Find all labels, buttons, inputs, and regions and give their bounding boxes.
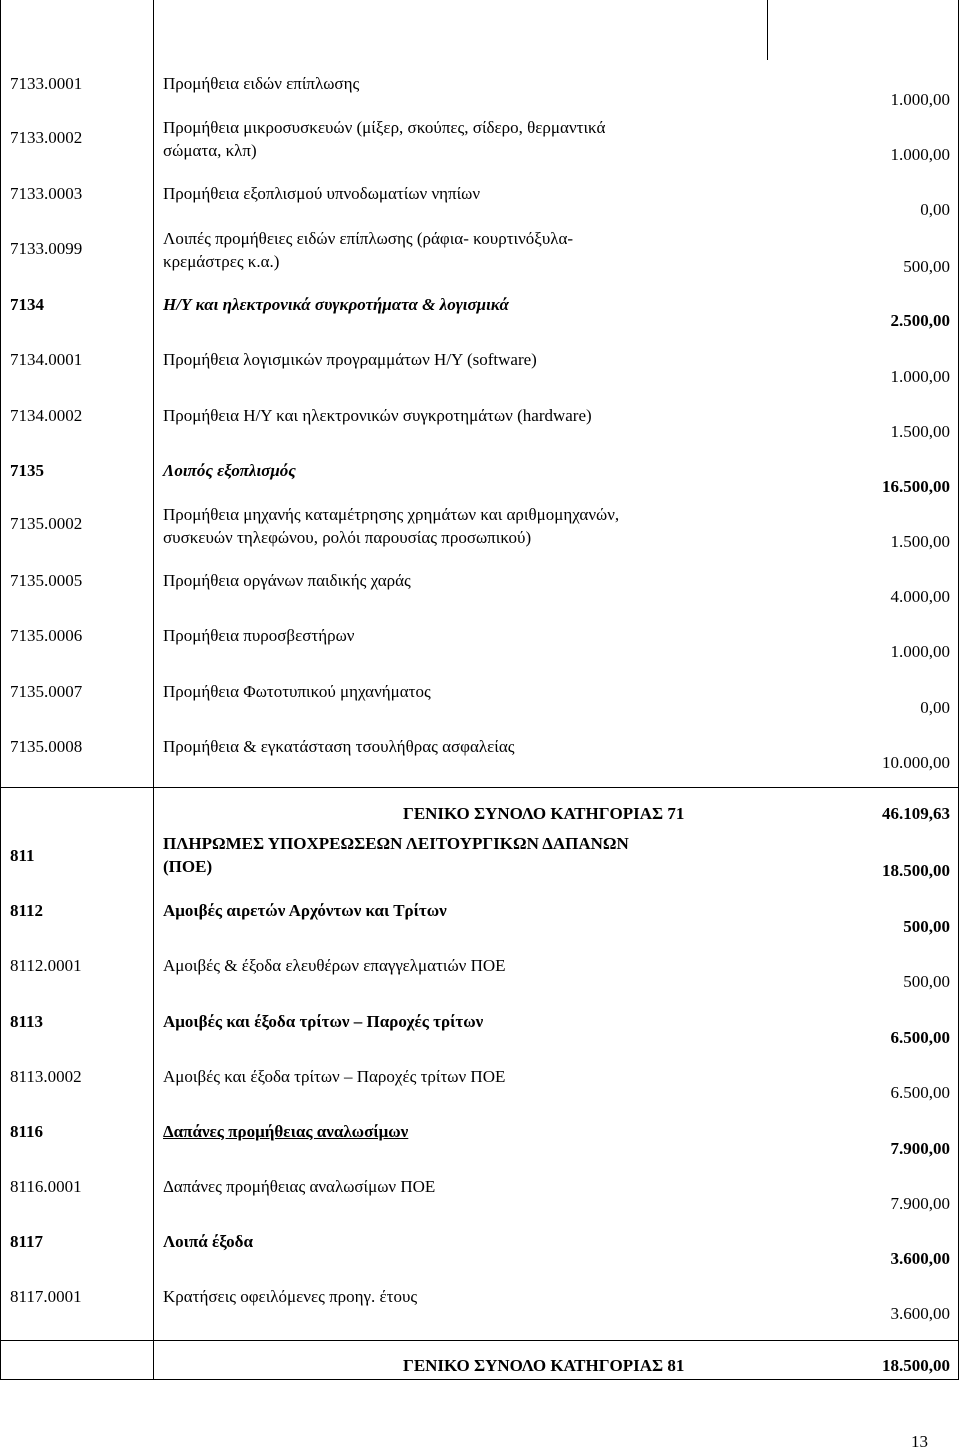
row-amount: 0,00: [920, 200, 950, 219]
row-amount: 0,00: [920, 698, 950, 717]
row-amount: 1.000,00: [890, 367, 950, 386]
table-border-left: [0, 0, 1, 1380]
row-amount: 1.500,00: [890, 532, 950, 551]
row-code: 7133.0002: [10, 128, 83, 147]
row-code: 8112: [10, 901, 44, 920]
row-code: 7135.0008: [10, 737, 83, 756]
row-description: Αμοιβές αιρετών Αρχόντων και Τρίτων: [163, 901, 447, 920]
row-description: Προμήθεια μηχανής καταμέτρησης χρημάτων και αριθμομηχανών,: [163, 505, 620, 524]
row-description: Προμήθεια πυροσβεστήρων: [163, 626, 355, 645]
row-description: Προμήθεια ειδών επίπλωσης: [163, 74, 360, 93]
row-amount: 6.500,00: [890, 1083, 950, 1102]
row-description: σώματα, κλπ): [163, 141, 257, 160]
category-81-total-amount: 18.500,00: [882, 1356, 950, 1375]
row-amount: 2.500,00: [890, 311, 950, 330]
row-code: 7134: [10, 295, 44, 314]
row-description: συσκευών τηλεφώνου, ρολόι παρουσίας προσωπικού): [163, 528, 532, 547]
row-description: Δαπάνες προμήθειας αναλωσίμων ΠΟΕ: [163, 1177, 436, 1196]
row-description: Προμήθεια λογισμικών προγραμμάτων Η/Υ (software): [163, 350, 537, 369]
row-description: Αμοιβές και έξοδα τρίτων – Παροχές τρίτων: [163, 1012, 484, 1031]
row-code: 7135.0007: [10, 682, 83, 701]
row-amount: 7.900,00: [890, 1139, 950, 1158]
column-divider-amount: [767, 0, 768, 60]
row-code: 7133.0099: [10, 239, 83, 258]
category-71-total-label: ΓΕΝΙΚΟ ΣΥΝΟΛΟ ΚΑΤΗΓΟΡΙΑΣ 71: [403, 804, 685, 823]
category-81-total-label: ΓΕΝΙΚΟ ΣΥΝΟΛΟ ΚΑΤΗΓΟΡΙΑΣ 81: [403, 1356, 685, 1375]
row-description: Δαπάνες προμήθειας αναλωσίμων: [163, 1122, 409, 1141]
row-code: 7135.0005: [10, 571, 83, 590]
row-description: Η/Υ και ηλεκτρονικά συγκροτήματα & λογισμικά: [163, 295, 509, 314]
row-code: 8113: [10, 1012, 44, 1031]
row-amount: 4.000,00: [890, 587, 950, 606]
row-amount: 1.000,00: [890, 90, 950, 109]
row-amount: 500,00: [903, 917, 950, 936]
row-description: (ΠΟΕ): [163, 857, 213, 876]
row-description: Λοιπά έξοδα: [163, 1232, 253, 1251]
row-amount: 18.500,00: [882, 861, 950, 880]
row-amount: 3.600,00: [890, 1304, 950, 1323]
row-amount: 500,00: [903, 257, 950, 276]
row-amount: 10.000,00: [882, 753, 950, 772]
row-amount: 1.000,00: [890, 642, 950, 661]
row-description: Προμήθεια Η/Υ και ηλεκτρονικών συγκροτημάτων (hardware): [163, 406, 592, 425]
row-description: Κρατήσεις οφειλόμενες προηγ. έτους: [163, 1287, 418, 1306]
row-description: Αμοιβές και έξοδα τρίτων – Παροχές τρίτων ΠΟΕ: [163, 1067, 506, 1086]
section-divider: [0, 787, 959, 788]
row-description: Προμήθεια μικροσυσκευών (μίξερ, σκούπες, σίδερο, θερμαντικά: [163, 118, 606, 137]
row-amount: 1.000,00: [890, 145, 950, 164]
row-amount: 16.500,00: [882, 477, 950, 496]
row-description: Προμήθεια Φωτοτυπικού μηχανήματος: [163, 682, 431, 701]
row-code: 7133.0001: [10, 74, 83, 93]
row-code: 8116: [10, 1122, 44, 1141]
row-amount: 500,00: [903, 972, 950, 991]
row-description: Προμήθεια οργάνων παιδικής χαράς: [163, 571, 411, 590]
row-amount: 7.900,00: [890, 1194, 950, 1213]
row-code: 7134.0001: [10, 350, 83, 369]
row-code: 8117.0001: [10, 1287, 82, 1306]
row-code: 7135.0002: [10, 514, 83, 533]
row-description: ΠΛΗΡΩΜΕΣ ΥΠΟΧΡΕΩΣΕΩΝ ΛΕΙΤΟΥΡΓΙΚΩΝ ΔΑΠΑΝΩΝ: [163, 834, 629, 853]
page-number: 13: [911, 1432, 928, 1451]
row-description: Προμήθεια εξοπλισμού υπνοδωματίων νηπίων: [163, 184, 481, 203]
row-amount: 3.600,00: [890, 1249, 950, 1268]
row-code: 8116.0001: [10, 1177, 82, 1196]
row-code: 7135: [10, 461, 44, 480]
row-code: 7135.0006: [10, 626, 83, 645]
row-description: Προμήθεια & εγκατάσταση τσουλήθρας ασφαλείας: [163, 737, 515, 756]
row-description: Λοιπός εξοπλισμός: [163, 461, 296, 480]
row-amount: 1.500,00: [890, 422, 950, 441]
row-description: Λοιπές προμήθειες ειδών επίπλωσης (ράφια- κουρτινόξυλα-: [163, 229, 574, 248]
row-code: 8117: [10, 1232, 44, 1251]
table-border-bottom: [0, 1379, 959, 1380]
row-amount: 6.500,00: [890, 1028, 950, 1047]
category-71-total-amount: 46.109,63: [882, 804, 950, 823]
row-code: 7133.0003: [10, 184, 83, 203]
row-description: Αμοιβές & έξοδα ελευθέρων επαγγελματιών ΠΟΕ: [163, 956, 506, 975]
section-divider: [0, 1340, 959, 1341]
row-code: 7134.0002: [10, 406, 83, 425]
row-description: κρεμάστρες κ.α.): [163, 252, 280, 271]
column-divider-code: [153, 0, 154, 1380]
row-code: 811: [10, 846, 35, 865]
table-border-right: [958, 0, 959, 1380]
row-code: 8112.0001: [10, 956, 82, 975]
row-code: 8113.0002: [10, 1067, 82, 1086]
